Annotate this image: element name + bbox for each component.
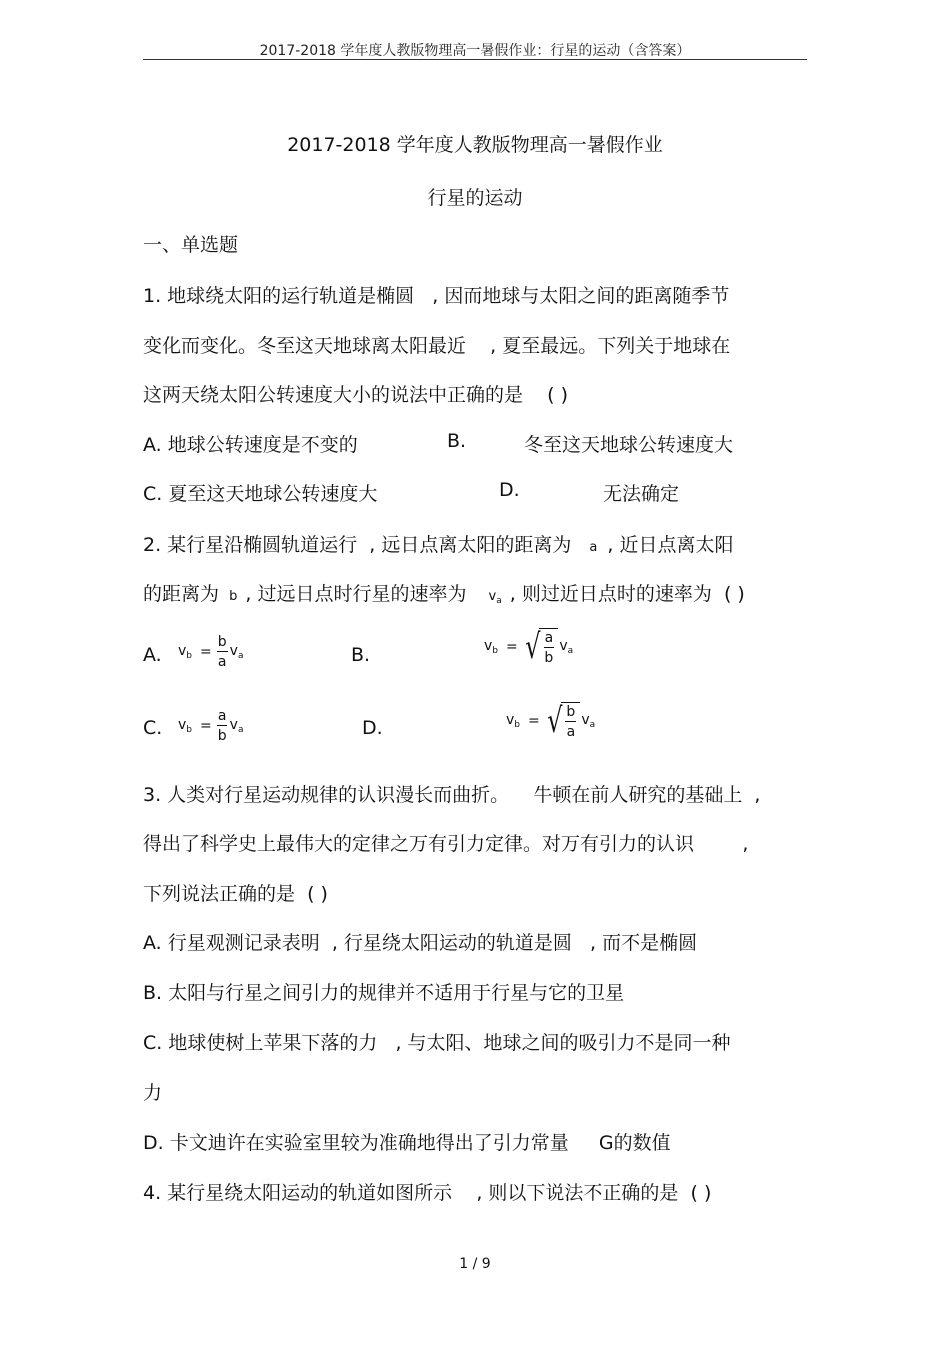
q1-line-3: 这两天绕太阳公转速度大小的说法中正确的是 ( )	[143, 384, 569, 406]
q2-var-a: a	[589, 540, 598, 555]
q1-option-d: 无法确定	[603, 483, 680, 505]
q1-line-1: 1. 地球绕太阳的运行轨道是椭圆 , 因而地球与太阳之间的距离随季节	[143, 285, 730, 307]
square-root-a-over-b: √ $\frac{a}{b}$	[522, 628, 559, 665]
q4-line-1: 4. 某行星绕太阳运动的轨道如图所示 , 则以下说法不正确的是 ( )	[143, 1182, 712, 1204]
header-rule	[143, 59, 807, 60]
q2-line-1-text-a: 2. 某行星沿椭圆轨道运行 , 远日点离太阳的距离为	[143, 534, 572, 556]
q3-option-b: B. 太阳与行星之间引力的规律并不适用于行星与它的卫星	[143, 982, 625, 1004]
document-subtitle: 行星的运动	[427, 187, 523, 209]
q2-line-2	[143, 579, 745, 606]
q1-option-c: C. 夏至这天地球公转速度大	[143, 483, 378, 505]
q1-option-d-letter: D.	[499, 479, 520, 501]
q3-line-1: 3. 人类对行星运动规律的认识漫长而曲折。 牛顿在前人研究的基础上 ,	[143, 784, 761, 806]
section-heading: 一、单选题	[143, 234, 239, 256]
q1-option-b: 冬至这天地球公转速度大	[524, 434, 734, 456]
q2-var-va: $v_a$	[488, 589, 502, 606]
q3-line-2: 得出了科学史上最伟大的定律之万有引力定律。对万有引力的认识 ,	[143, 833, 749, 855]
square-root-b-over-a: √ $\frac{b}{a}$	[544, 702, 581, 739]
q3-option-a: A. 行星观测记录表明 , 行星绕太阳运动的轨道是圆 , 而不是椭圆	[143, 932, 698, 954]
q2-option-d-letter: D.	[362, 717, 383, 739]
q1-line-2: 变化而变化。冬至这天地球离太阳最近 , 夏至最远。下列关于地球在	[143, 335, 731, 357]
q2-option-d-formula: $v_b$ = √ $\frac{b}{a}$ $v_a$	[506, 700, 596, 741]
q2-option-b-letter: B.	[351, 644, 371, 666]
q2-option-b-formula: $v_b$ = √ $\frac{a}{b}$ $v_a$	[484, 626, 574, 667]
q2-option-a-formula: $v_b$ = $\frac{b}{a}$ $v_a$	[178, 634, 244, 670]
q3-option-c-line-2: 力	[143, 1082, 163, 1104]
q1-option-a: A. 地球公转速度是不变的	[143, 434, 358, 456]
fraction-b-over-a: $\frac{b}{a}$	[217, 634, 227, 670]
running-header: 2017-2018 学年度人教版物理高一暑假作业：行星的运动（含答案）	[259, 43, 691, 59]
q2-option-c-letter: C.	[143, 717, 163, 739]
q2-line-2-text-c: , 则过近日点时的速率为 ( )	[509, 583, 745, 605]
q2-option-a-letter: A.	[143, 644, 162, 666]
document-title: 2017-2018 学年度人教版物理高一暑假作业	[287, 134, 663, 156]
q2-line-2-text-b: , 过远日点时行星的速率为	[245, 583, 467, 605]
q2-line-1	[143, 530, 733, 557]
q2-var-b: b	[229, 589, 238, 604]
fraction-a-over-b: $\frac{a}{b}$	[217, 708, 227, 744]
q2-line-1-text-b: , 近日点离太阳	[607, 534, 734, 556]
q2-option-c-formula: $v_b$ = $\frac{a}{b}$ $v_a$	[178, 708, 244, 744]
q3-line-3: 下列说法正确的是 ( )	[143, 883, 328, 905]
page-number: 1 / 9	[459, 1256, 491, 1272]
q2-line-2-text-a: 的距离为	[143, 583, 220, 605]
q3-option-c-line-1: C. 地球使树上苹果下落的力 , 与太阳、地球之间的吸引力不是同一种	[143, 1032, 731, 1054]
q1-option-b-letter: B.	[447, 430, 467, 452]
q3-option-d: D. 卡文迪许在实验室里较为准确地得出了引力常量 G的数值	[143, 1132, 671, 1154]
